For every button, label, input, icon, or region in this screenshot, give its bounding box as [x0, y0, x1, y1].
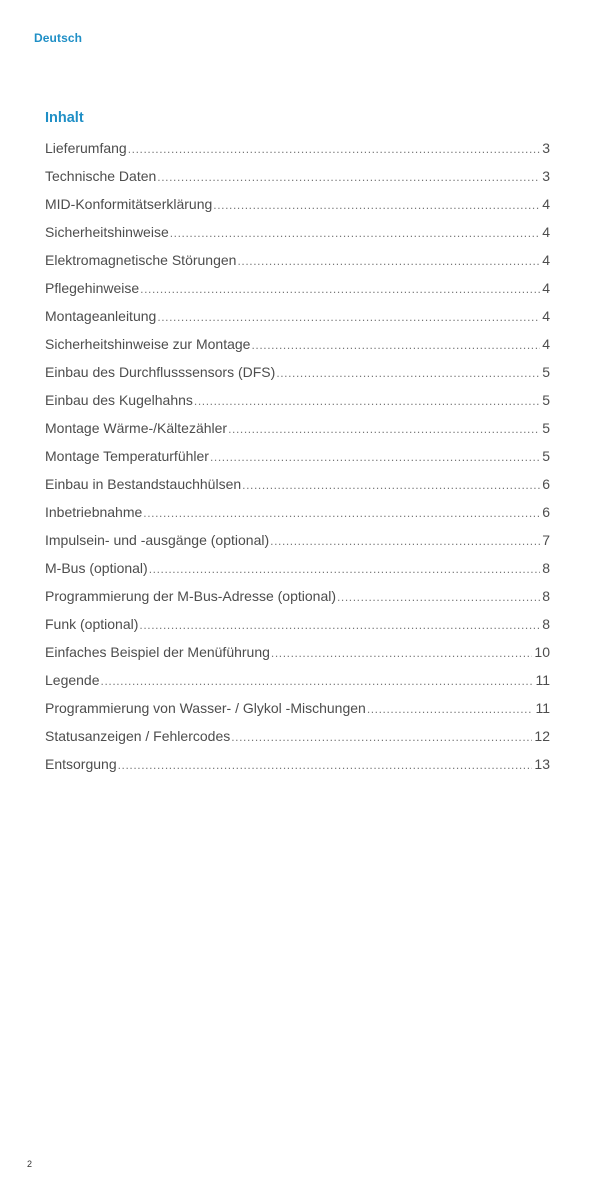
- toc-entry-label: Statusanzeigen / Fehlercodes: [45, 728, 231, 744]
- toc-dot-leader: [157, 303, 540, 331]
- toc-entry-page: 8: [542, 616, 550, 632]
- toc-dot-leader: [242, 471, 540, 499]
- toc-entry[interactable]: [45, 414, 550, 442]
- toc-entry-label: Funk (optional): [45, 616, 139, 632]
- toc-dot-leader: [231, 723, 532, 751]
- toc-entry[interactable]: [45, 162, 550, 190]
- toc-entry-page: 4: [542, 252, 550, 268]
- toc-entry-page: 4: [542, 336, 550, 352]
- toc-entry[interactable]: [45, 582, 550, 610]
- toc-entry-label: Einbau in Bestandstauchhülsen: [45, 476, 242, 492]
- toc-dot-leader: [101, 667, 534, 695]
- toc-dot-leader: [210, 443, 540, 471]
- toc-entry-page: 11: [535, 700, 550, 716]
- toc-entry-label: Impulsein- und -ausgänge (optional): [45, 532, 270, 548]
- toc-entry[interactable]: [45, 386, 550, 414]
- toc-entry-page: 11: [535, 672, 550, 688]
- toc-entry[interactable]: [45, 638, 550, 666]
- toc-entry-label: Programmierung der M-Bus-Adresse (optional): [45, 588, 336, 604]
- table-of-contents: [45, 134, 550, 778]
- toc-entry-label: Lieferumfang: [45, 140, 127, 156]
- toc-dot-leader: [251, 331, 540, 359]
- toc-entry-label: Montage Wärme-/Kältezähler: [45, 420, 228, 436]
- toc-entry[interactable]: [45, 134, 550, 162]
- toc-entry[interactable]: [45, 694, 550, 722]
- toc-dot-leader: [271, 639, 533, 667]
- toc-dot-leader: [270, 527, 540, 555]
- toc-entry-page: 4: [542, 308, 550, 324]
- toc-entry[interactable]: [45, 246, 550, 274]
- toc-entry[interactable]: [45, 554, 550, 582]
- toc-entry-page: 5: [542, 448, 550, 464]
- toc-entry[interactable]: [45, 358, 550, 386]
- toc-entry-label: Technische Daten: [45, 168, 157, 184]
- toc-dot-leader: [149, 555, 541, 583]
- toc-entry-page: 13: [534, 756, 550, 772]
- toc-entry-label: Sicherheitshinweise: [45, 224, 169, 240]
- toc-entry-label: Sicherheitshinweise zur Montage: [45, 336, 251, 352]
- toc-entry[interactable]: [45, 190, 550, 218]
- toc-entry-page: 12: [534, 728, 550, 744]
- toc-entry-label: Inbetriebnahme: [45, 504, 143, 520]
- toc-entry[interactable]: [45, 666, 550, 694]
- toc-entry-label: Einfaches Beispiel der Menüführung: [45, 644, 270, 660]
- language-label: Deutsch: [34, 31, 83, 45]
- toc-entry-page: 8: [542, 588, 550, 604]
- toc-entry-page: 4: [542, 224, 550, 240]
- toc-entry-page: 5: [542, 420, 550, 436]
- toc-entry[interactable]: [45, 498, 550, 526]
- toc-entry-label: MID-Konformitätserklärung: [45, 196, 213, 212]
- toc-entry-page: 5: [542, 392, 550, 408]
- toc-dot-leader: [157, 163, 540, 191]
- toc-dot-leader: [194, 387, 540, 415]
- toc-entry-label: Legende: [45, 672, 100, 688]
- toc-entry-page: 6: [542, 504, 550, 520]
- toc-entry-page: 4: [542, 280, 550, 296]
- toc-dot-leader: [276, 359, 540, 387]
- toc-dot-leader: [118, 751, 533, 779]
- toc-dot-leader: [143, 499, 540, 527]
- toc-entry[interactable]: [45, 442, 550, 470]
- toc-entry-page: 8: [542, 560, 550, 576]
- toc-entry-label: Programmierung von Wasser- / Glykol -Mischungen: [45, 700, 366, 716]
- toc-entry-page: 4: [542, 196, 550, 212]
- toc-dot-leader: [128, 135, 540, 163]
- toc-entry[interactable]: [45, 330, 550, 358]
- toc-entry-page: 7: [542, 532, 550, 548]
- toc-entry-label: Einbau des Kugelhahns: [45, 392, 193, 408]
- toc-entry-label: M-Bus (optional): [45, 560, 148, 576]
- toc-dot-leader: [213, 191, 540, 219]
- toc-entry-label: Elektromagnetische Störungen: [45, 252, 237, 268]
- toc-entry[interactable]: [45, 526, 550, 554]
- toc-entry-page: 3: [542, 168, 550, 184]
- toc-dot-leader: [140, 275, 540, 303]
- toc-entry-label: Entsorgung: [45, 756, 117, 772]
- toc-dot-leader: [237, 247, 540, 275]
- toc-entry-page: 5: [542, 364, 550, 380]
- toc-entry-label: Einbau des Durchflusssensors (DFS): [45, 364, 276, 380]
- toc-entry[interactable]: [45, 302, 550, 330]
- toc-entry-label: Montageanleitung: [45, 308, 157, 324]
- toc-entry[interactable]: [45, 470, 550, 498]
- toc-entry[interactable]: [45, 610, 550, 638]
- toc-dot-leader: [170, 219, 540, 247]
- toc-title: Inhalt: [45, 110, 84, 126]
- toc-entry[interactable]: [45, 722, 550, 750]
- toc-entry-page: 3: [542, 140, 550, 156]
- toc-dot-leader: [337, 583, 540, 611]
- toc-entry[interactable]: [45, 218, 550, 246]
- toc-entry-page: 6: [542, 476, 550, 492]
- toc-dot-leader: [367, 695, 534, 723]
- toc-entry-page: 10: [534, 644, 550, 660]
- toc-entry-label: Pflegehinweise: [45, 280, 140, 296]
- page-number: 2: [27, 1159, 33, 1169]
- toc-dot-leader: [139, 611, 540, 639]
- toc-entry[interactable]: [45, 274, 550, 302]
- toc-entry[interactable]: [45, 750, 550, 778]
- toc-entry-label: Montage Temperaturfühler: [45, 448, 209, 464]
- toc-dot-leader: [228, 415, 540, 443]
